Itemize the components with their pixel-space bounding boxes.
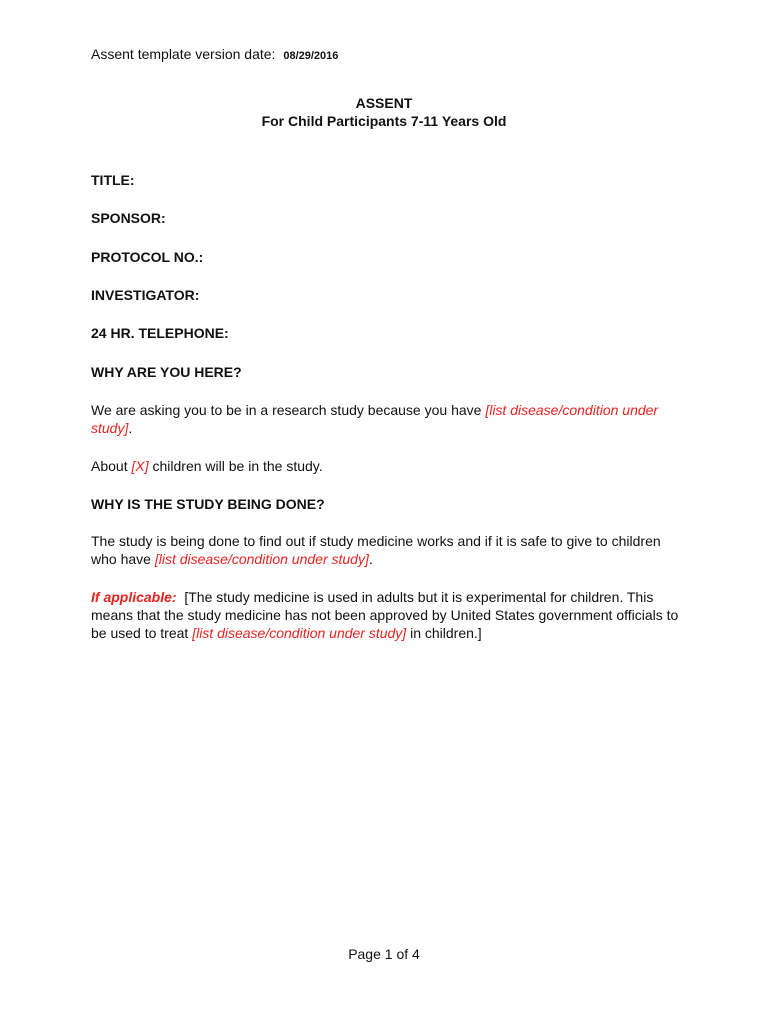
paragraph-end: . — [368, 551, 373, 567]
heading-why-study-done: WHY IS THE STUDY BEING DONE? — [91, 496, 325, 512]
title-line-assent: ASSENT — [355, 95, 413, 111]
placeholder-condition: [list disease/condition under study] — [192, 625, 407, 641]
paragraph-end: . — [128, 420, 133, 436]
version-line — [91, 45, 338, 65]
paragraph-if-applicable — [91, 588, 681, 642]
version-label: Assent template version date: — [91, 46, 276, 62]
field-telephone: 24 HR. TELEPHONE: — [91, 325, 229, 341]
field-protocol-no: PROTOCOL NO.: — [91, 249, 204, 265]
version-date: 08/29/2016 — [283, 50, 339, 62]
placeholder-count: [X] — [131, 458, 149, 474]
paragraph-end: children will be in the study. — [148, 458, 323, 474]
paragraph-why-here — [91, 401, 681, 437]
heading-why-are-you-here: WHY ARE YOU HERE? — [91, 364, 242, 380]
page-number: Page 1 of 4 — [348, 946, 420, 962]
placeholder-condition: [list disease/condition under study] — [91, 402, 659, 436]
field-investigator: INVESTIGATOR: — [91, 287, 200, 303]
field-title: TITLE: — [91, 172, 135, 188]
field-sponsor: SPONSOR: — [91, 210, 166, 226]
if-applicable-label: If applicable: — [91, 589, 177, 605]
paragraph-text: About — [91, 458, 132, 474]
document-title — [0, 94, 768, 130]
paragraph-text: [The study medicine is used in adults but it is experimental for children. This means that the study medicine has not been approved by United States government officials to be used to treat — [91, 589, 683, 641]
paragraph-text: We are asking you to be in a research study because you have — [91, 402, 486, 418]
placeholder-condition: [list disease/condition under study] — [154, 551, 369, 567]
paragraph-end: in children.] — [406, 625, 482, 641]
paragraph-why-done — [91, 532, 681, 568]
paragraph-text: The study is being done to find out if study medicine works and if it is safe to give to children who have — [91, 533, 661, 567]
paragraph-participant-count — [91, 457, 681, 475]
title-line-participants: For Child Participants 7-11 Years Old — [261, 113, 507, 129]
